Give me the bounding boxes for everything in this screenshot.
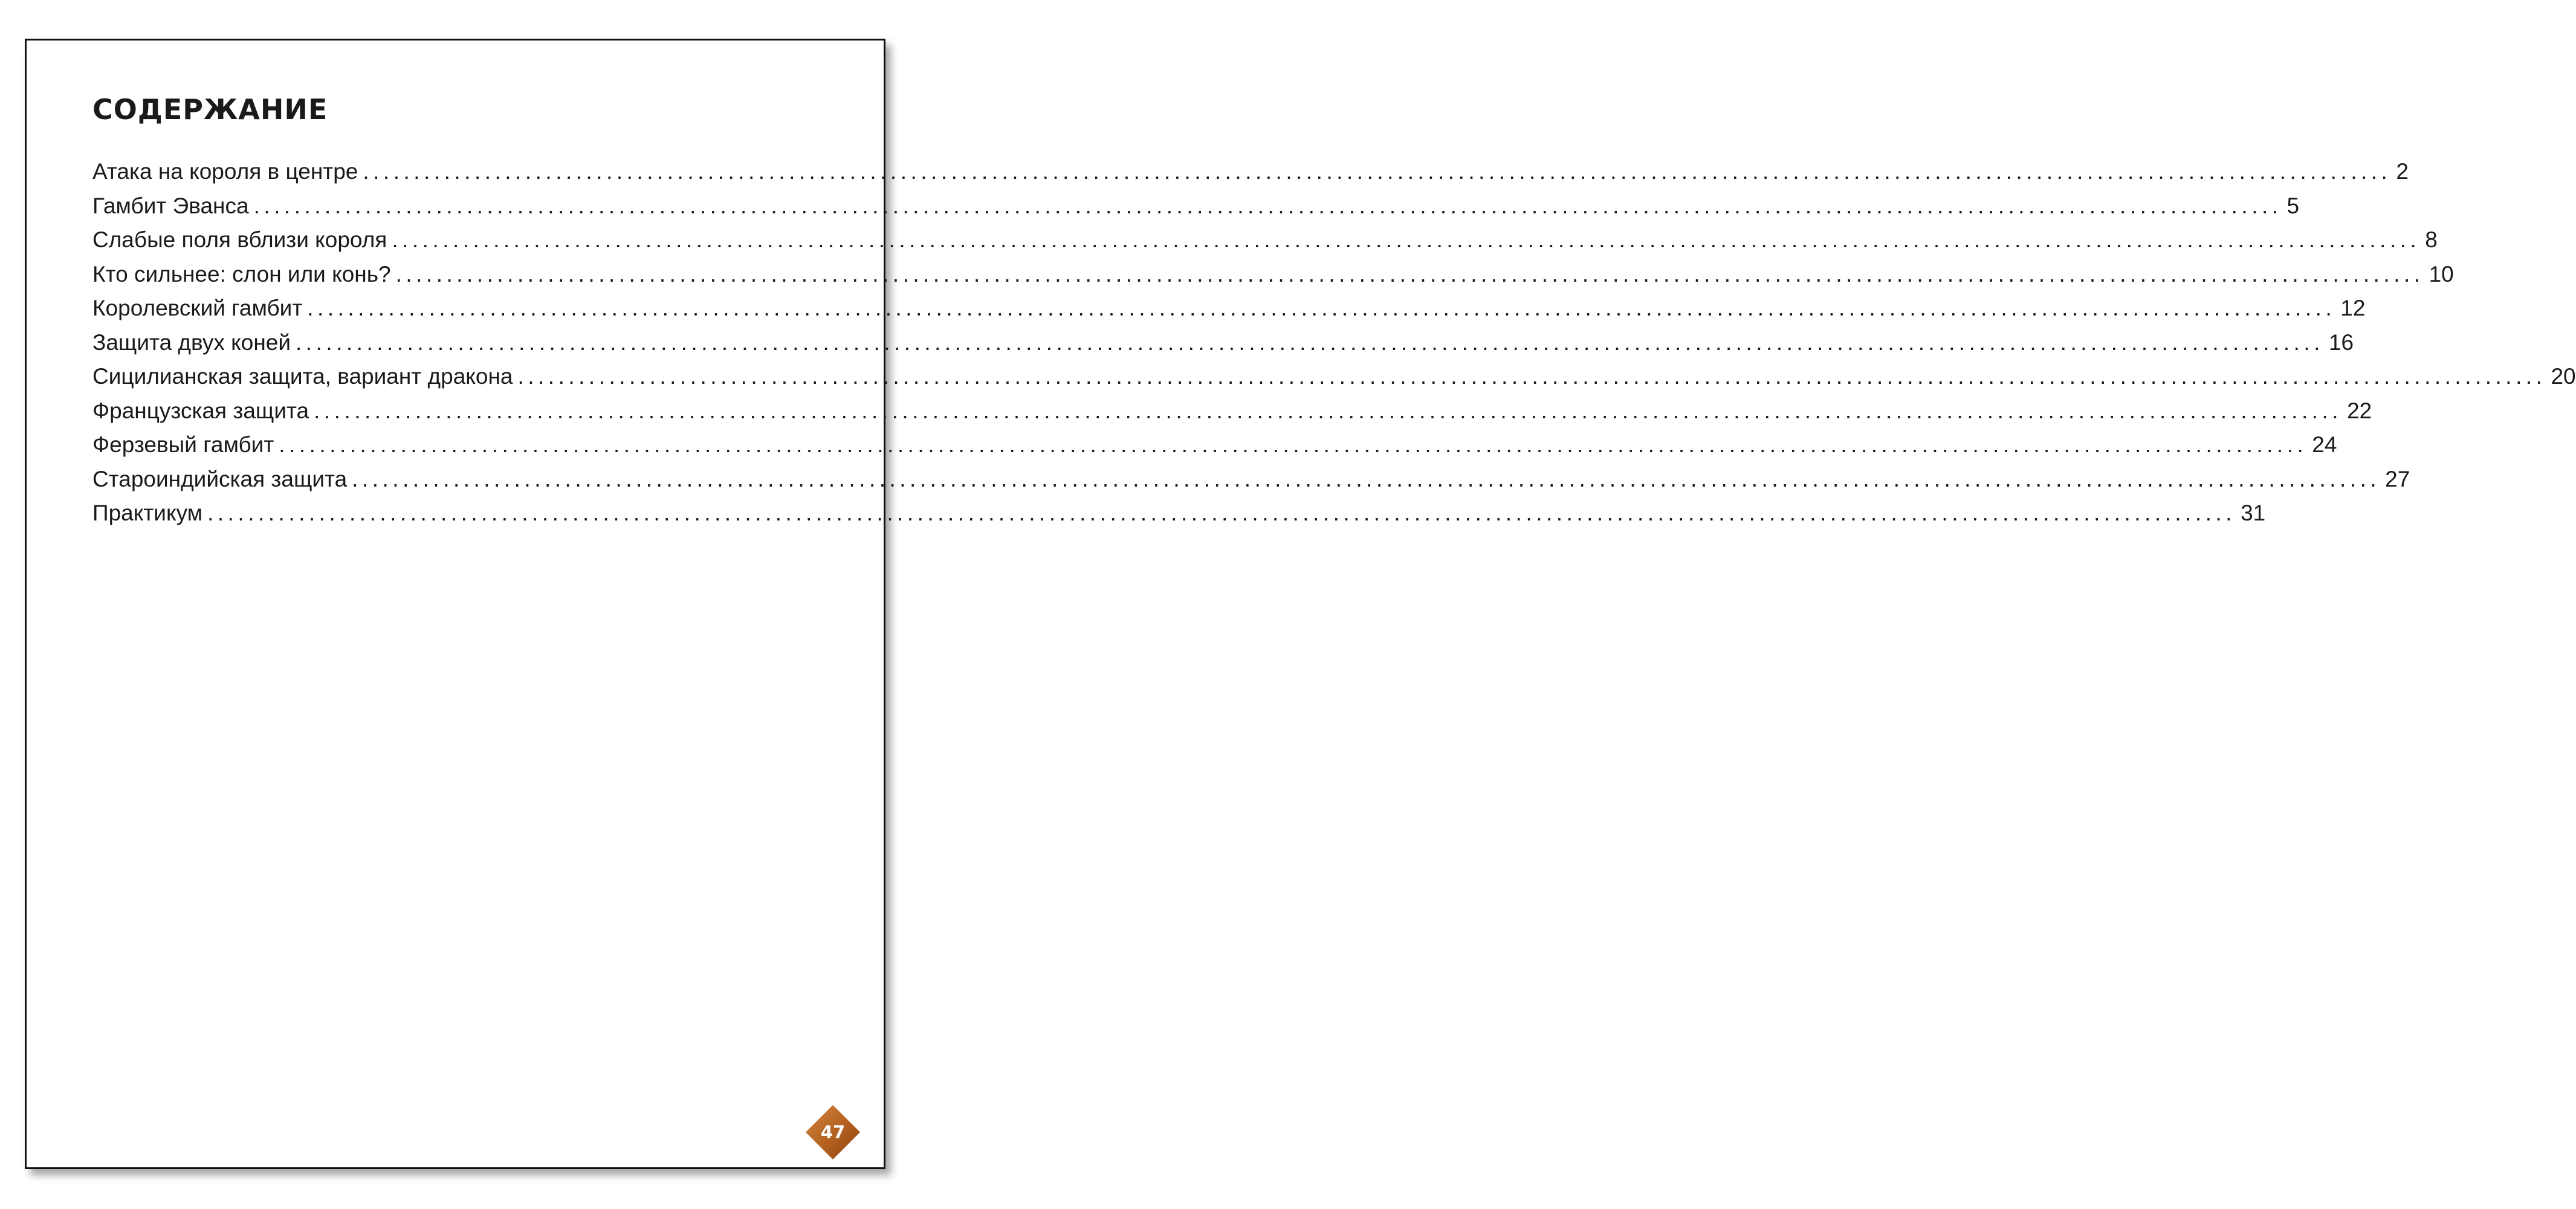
- toc-entry[interactable]: [92, 501, 2266, 535]
- toc-entry-page-number: 31: [2241, 501, 2266, 525]
- toc-entry-page-number: 8: [2425, 227, 2438, 252]
- book-page: [25, 39, 2576, 1169]
- toc-entry[interactable]: [92, 296, 2366, 330]
- toc-entry-page-number: 24: [2312, 432, 2337, 457]
- toc-dot-leader: ........................................................................................................................................................................................................: [392, 227, 2421, 252]
- toc-dot-leader: ........................................................................................................................................................................................................: [207, 501, 2236, 525]
- toc-dot-leader: ........................................................................................................................................................................................................: [395, 261, 2424, 287]
- toc-dot-leader: ........................................................................................................................................................................................................: [363, 159, 2392, 184]
- toc-entry-title: Атака на короля в центре: [92, 159, 358, 184]
- toc-entry[interactable]: [92, 432, 2337, 467]
- toc-entry-title: Слабые поля вблизи короля: [92, 227, 387, 252]
- toc-entry-page-number: 12: [2340, 296, 2366, 320]
- toc-entry-page-number: 22: [2347, 398, 2372, 423]
- toc-dot-leader: ........................................................................................................................................................................................................: [314, 398, 2343, 423]
- toc-entry[interactable]: [92, 193, 2300, 228]
- toc-entry[interactable]: [92, 466, 2410, 501]
- page-number: 47: [820, 1122, 846, 1143]
- page-number-badge: [805, 1104, 861, 1160]
- toc-entry-page-number: 2: [2396, 159, 2409, 184]
- toc-entry[interactable]: [92, 329, 2354, 365]
- toc-dot-leader: ........................................................................................................................................................................................................: [307, 296, 2336, 320]
- toc-entry[interactable]: [92, 261, 2454, 296]
- toc-entry[interactable]: [92, 159, 2409, 193]
- toc-dot-leader: ........................................................................................................................................................................................................: [253, 193, 2282, 218]
- toc-entry-title: Ферзевый гамбит: [92, 432, 274, 457]
- toc-entry-title: Практикум: [92, 501, 203, 525]
- toc-dot-leader: ........................................................................................................................................................................................................: [279, 432, 2308, 457]
- toc-entry-page-number: 20: [2551, 364, 2576, 389]
- toc-entry-title: Гамбит Эванса: [92, 193, 249, 218]
- toc-entry-title: Староиндийская защита: [92, 466, 348, 491]
- toc-entry-title: Французская защита: [92, 398, 309, 423]
- toc-entry-page-number: 10: [2429, 261, 2454, 287]
- table-of-contents: [92, 159, 2576, 535]
- toc-entry-page-number: 5: [2286, 193, 2300, 218]
- page-title: СОДЕРЖАНИЕ: [92, 93, 328, 126]
- toc-entry-title: Королевский гамбит: [92, 296, 303, 320]
- toc-entry-page-number: 27: [2385, 466, 2410, 491]
- toc-entry-title: Кто сильнее: слон или конь?: [92, 261, 391, 287]
- toc-dot-leader: ........................................................................................................................................................................................................: [517, 364, 2546, 389]
- toc-entry[interactable]: [92, 227, 2438, 262]
- toc-entry-title: Сицилианская защита, вариант дракона: [92, 364, 513, 389]
- toc-entry[interactable]: [92, 364, 2576, 398]
- toc-dot-leader: ........................................................................................................................................................................................................: [296, 329, 2324, 355]
- toc-entry-title: Защита двух коней: [92, 329, 291, 355]
- toc-entry[interactable]: [92, 398, 2372, 433]
- toc-entry-page-number: 16: [2328, 329, 2354, 355]
- toc-dot-leader: ........................................................................................................................................................................................................: [352, 466, 2381, 491]
